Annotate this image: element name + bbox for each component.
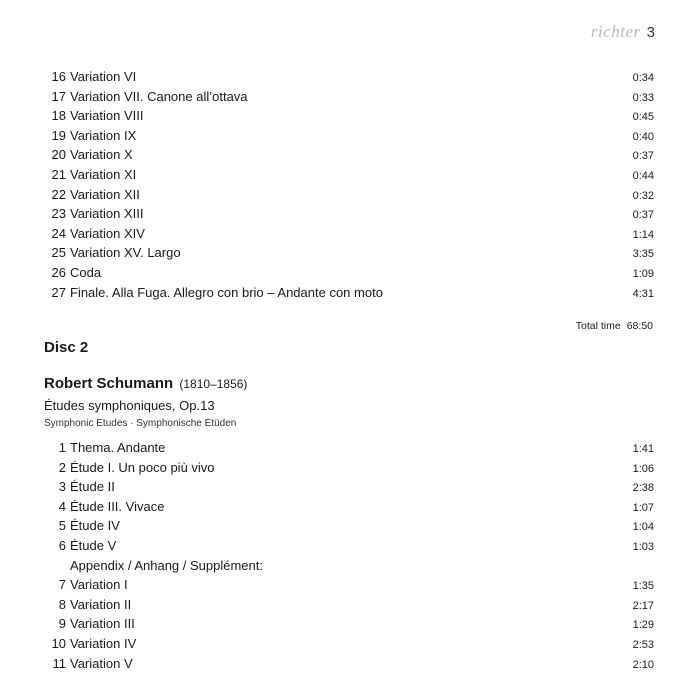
disc-title: Disc 2 (44, 339, 89, 356)
track-row (44, 69, 654, 89)
track-row (44, 440, 654, 460)
track-row (44, 187, 654, 207)
track-duration: 1:14 (632, 228, 654, 241)
track-title: Variation X (70, 147, 133, 163)
track-title: Variation I (70, 577, 128, 593)
track-duration: 4:31 (632, 287, 654, 300)
track-duration: 2:17 (632, 599, 654, 612)
track-title: Variation VIII (70, 108, 144, 124)
track-duration: 1:35 (632, 580, 654, 593)
track-title: Variation IX (70, 127, 137, 143)
track-number: 4 (58, 498, 66, 514)
track-title: Variation VI (70, 69, 137, 84)
brand-logo: richter (590, 22, 641, 41)
track-row (44, 577, 654, 597)
track-duration: 2:38 (632, 482, 654, 495)
track-number: 22 (51, 186, 66, 202)
disc1-track-list (44, 69, 654, 304)
track-duration: 2:10 (632, 658, 654, 671)
track-title: Variation XV. Largo (70, 245, 181, 261)
track-number: 23 (51, 206, 66, 222)
track-title: Étude IV (70, 518, 120, 534)
total-time (576, 320, 653, 332)
track-number: 3 (58, 479, 66, 495)
disc2-track-list (44, 440, 654, 675)
track-duration: 0:37 (632, 150, 654, 163)
track-title: Variation XI (70, 166, 137, 182)
track-title: Variation XII (70, 186, 140, 202)
track-duration: 0:33 (632, 91, 654, 104)
track-duration: 0:45 (632, 111, 654, 124)
track-title: Étude V (70, 537, 117, 553)
track-row (44, 147, 654, 167)
track-duration: 0:40 (632, 130, 654, 143)
track-number: 1 (58, 440, 66, 455)
track-title: Thema. Andante (70, 440, 166, 455)
track-number: 27 (51, 284, 66, 300)
track-title: Variation II (70, 596, 132, 612)
track-number: 5 (58, 518, 66, 534)
page-header (591, 22, 655, 42)
track-duration: 1:09 (632, 267, 654, 280)
track-number: 7 (58, 577, 66, 593)
track-duration: 0:32 (632, 189, 654, 202)
appendix-heading (44, 558, 654, 578)
track-number: 6 (58, 537, 66, 553)
track-number: 25 (51, 245, 66, 261)
track-title: Étude III. Vivace (70, 498, 165, 514)
track-row (44, 128, 654, 148)
track-title: Variation III (70, 616, 135, 632)
track-row (44, 597, 654, 617)
track-duration: 1:03 (632, 540, 654, 553)
work-title: Études symphoniques, Op.13 (44, 398, 215, 413)
track-number: 11 (52, 655, 66, 671)
track-number: 21 (51, 166, 66, 182)
track-number: 20 (51, 147, 66, 163)
page-number: 3 (646, 24, 655, 41)
composer-name: Robert Schumann (44, 375, 174, 392)
track-row (44, 89, 654, 109)
work-subtitle: Symphonic Etudes · Symphonische Etüden (44, 418, 237, 429)
track-title: Étude I. Un poco più vivo (70, 459, 215, 475)
track-row (44, 285, 654, 305)
track-row (44, 656, 654, 676)
track-duration: 0:37 (632, 209, 654, 222)
track-duration: 1:06 (632, 462, 654, 475)
track-duration: 3:35 (632, 248, 654, 261)
composer-heading (44, 375, 247, 392)
track-duration: 1:29 (632, 619, 654, 632)
track-duration: 0:34 (632, 72, 654, 84)
track-row (44, 245, 654, 265)
track-row (44, 636, 654, 656)
track-row (44, 167, 654, 187)
track-number: 17 (51, 88, 66, 104)
total-time-value: 68:50 (626, 320, 653, 332)
track-number: 19 (51, 127, 66, 143)
track-row (44, 538, 654, 558)
track-row (44, 518, 654, 538)
track-duration: 2:53 (632, 638, 654, 651)
track-duration: 1:04 (632, 521, 654, 534)
track-row (44, 479, 654, 499)
track-row (44, 499, 654, 519)
track-duration: 1:07 (632, 501, 654, 514)
track-duration: 0:44 (632, 169, 654, 182)
track-number: 18 (51, 108, 66, 124)
track-number: 10 (51, 635, 66, 651)
appendix-label: Appendix / Anhang / Supplément: (70, 557, 263, 573)
track-row (44, 265, 654, 285)
track-duration: 1:41 (632, 443, 654, 455)
total-time-label: Total time (575, 320, 621, 332)
track-title: Finale. Alla Fuga. Allegro con brio – Andante con moto (70, 284, 383, 300)
track-number: 24 (51, 225, 66, 241)
track-number: 9 (58, 616, 66, 632)
track-number: 2 (58, 459, 66, 475)
track-number: 16 (51, 69, 66, 84)
track-row (44, 206, 654, 226)
track-title: Variation V (70, 655, 133, 671)
track-title: Coda (70, 264, 102, 280)
track-title: Variation IV (70, 635, 137, 651)
track-row (44, 226, 654, 246)
track-title: Variation XIV (70, 225, 145, 241)
track-row (44, 616, 654, 636)
composer-dates: (1810–1856) (179, 377, 248, 391)
track-title: Étude II (70, 479, 115, 495)
track-number: 8 (58, 596, 66, 612)
track-row (44, 460, 654, 480)
track-title: Variation XIII (70, 206, 144, 222)
track-title: Variation VII. Canone all’ottava (70, 88, 248, 104)
track-row (44, 108, 654, 128)
track-number: 26 (51, 264, 66, 280)
